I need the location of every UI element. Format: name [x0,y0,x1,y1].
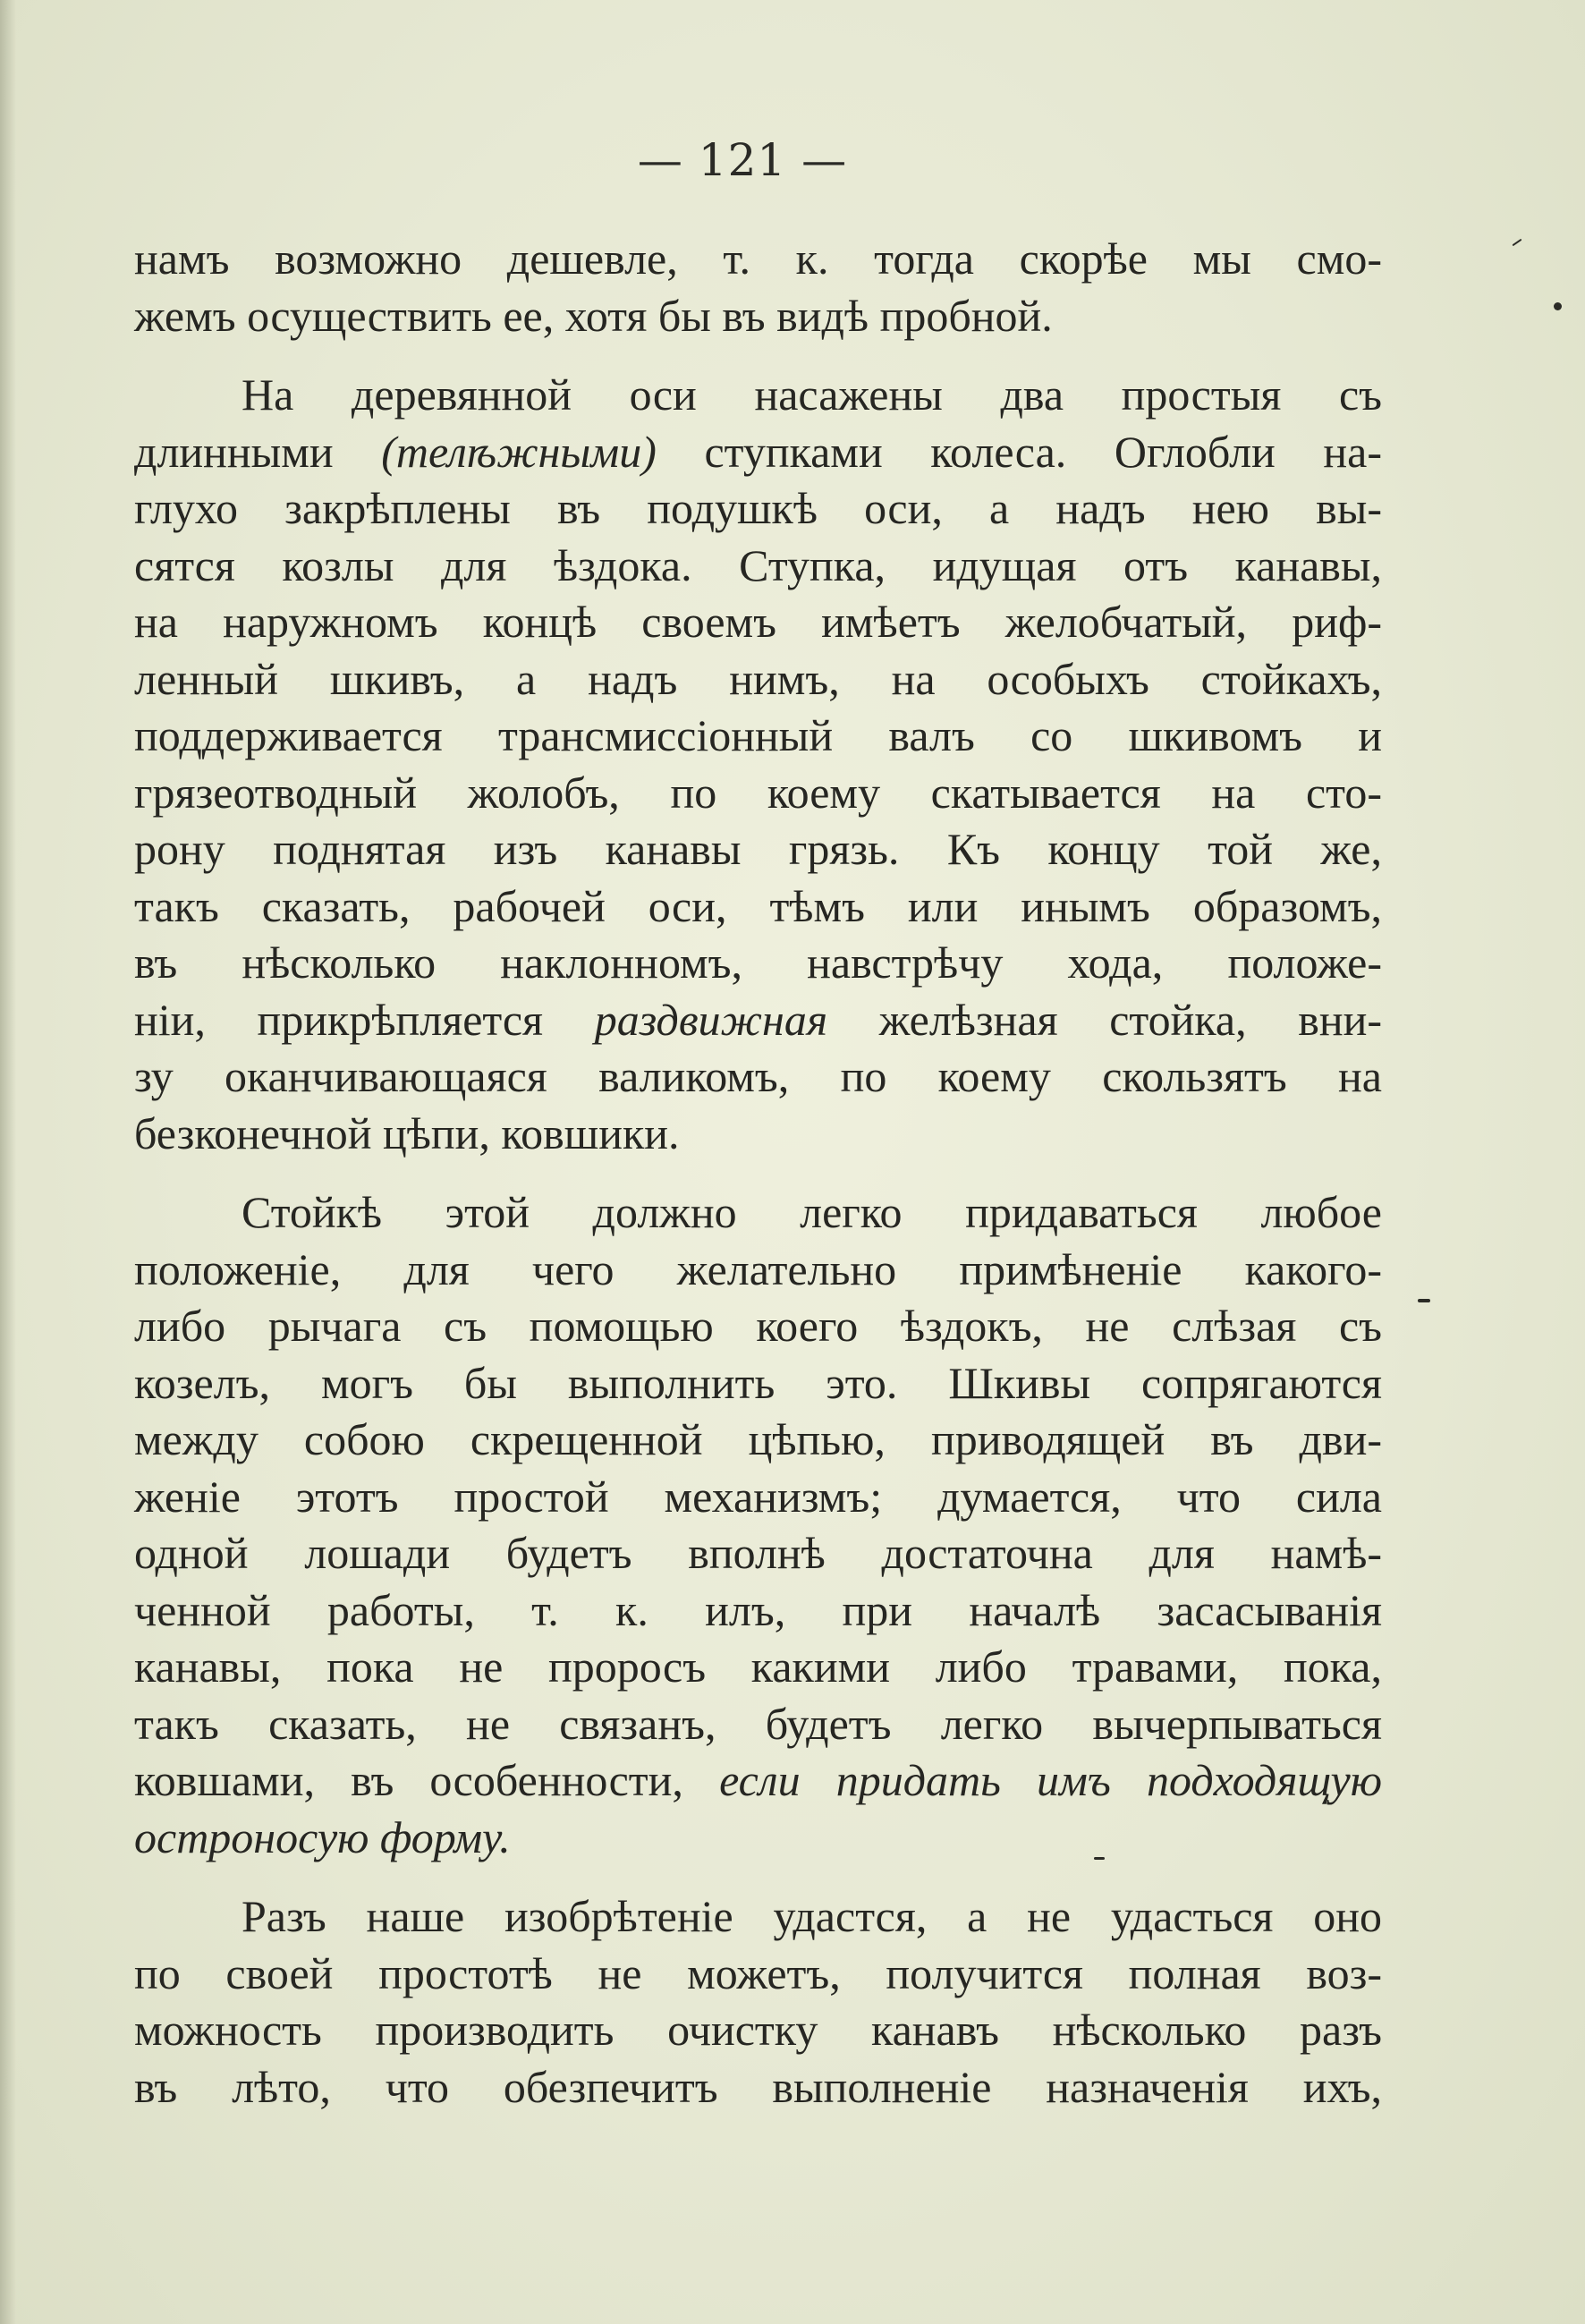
text-line-mixed [134,424,1382,481]
text-line: зу оканчивающаяся валикомъ, по коему скользятъ на [134,1051,1382,1101]
text-line-mixed [134,992,1382,1049]
text-line: намъ возможно дешевле, т. к. тогда скорѣе мы смо- [134,233,1382,284]
text-line: Разъ наше изобрѣтеніе удастся, а не удасться оно [242,1891,1382,1941]
text-line: сятся козлы для ѣздока. Ступка, идущая отъ канавы, [134,539,1382,590]
text-line: канавы, пока не проросъ какими либо травами, пока, [134,1641,1382,1692]
text-line: ленный шкивъ, а надъ нимъ, на особыхъ стойкахъ, [134,653,1382,704]
paragraph-1 [134,231,1382,344]
text-line: въ нѣсколько наклонномъ, навстрѣчу хода, положе- [134,937,1382,988]
text-run: длинными [134,426,334,477]
italic-phrase: остроносую форму. [134,1811,511,1862]
text-line: либо рычага съ помощью коего ѣздокъ, не слѣзая съ [134,1301,1382,1351]
text-line: по своей простотѣ не можетъ, получится полная воз- [134,1947,1382,1998]
text-line: между собою скрещенной цѣпью, приводящей въ дви- [134,1414,1382,1464]
text-line: положеніе, для чего желательно примѣненіе какого- [134,1243,1382,1294]
text-run: ніи, прикрѣпляется [134,994,544,1045]
text-line: Стойкѣ этой должно легко придаваться любое [242,1187,1382,1237]
text-line: жемъ осуществить ее, хотя бы въ видѣ пробной. [134,290,1053,341]
text-line: козелъ, могъ бы выполнить это. Шкивы сопрягаются [134,1357,1382,1408]
text-run: желѣзная стойка, вни- [878,994,1383,1045]
text-line: на наружномъ концѣ своемъ имѣетъ желобчатый, риф- [134,597,1382,647]
paragraph-2 [134,367,1382,1162]
text-line: въ лѣто, что обезпечитъ выполненіе назначенія ихъ, [134,2061,1382,2112]
paper-speck [1094,1857,1105,1860]
italic-phrase: если придать имъ подходящую [719,1755,1382,1805]
paragraph-4 [134,1888,1382,2116]
paper-speck [1554,302,1562,310]
text-line: глухо закрѣплены въ подушкѣ оси, а надъ нею вы- [134,483,1382,533]
text-line: На деревянной оси насажены два простыя съ [242,369,1382,420]
text-line: такъ сказать, не связанъ, будетъ легко вычерпываться [134,1698,1382,1749]
text-line: женіе этотъ простой механизмъ; думается, что сила [134,1471,1382,1522]
italic-term: раздвижная [594,994,828,1045]
text-line: безконечной цѣпи, ковшики. [134,1107,680,1158]
page-body [134,231,1382,2138]
text-line: можность производить очистку канавъ нѣсколько разъ [134,2005,1382,2055]
paragraph-3 [134,1184,1382,1866]
page-number: — 121 — [637,134,848,186]
text-line-mixed [134,1752,1382,1810]
text-line: поддерживается трансмиссіонный валъ со шкивомъ и [134,710,1382,760]
text-line: грязеотводный жолобъ, по коему скатывается на сто- [134,767,1382,818]
text-run: ковшами, въ особенности, [134,1755,683,1805]
text-line: одной лошади будетъ вполнѣ достаточна для намѣ- [134,1528,1382,1578]
text-line: ченной работы, т. к. илъ, при началѣ засасыванія [134,1584,1382,1635]
italic-term: (телѣжными) [381,426,657,477]
text-run: ступками колеса. Оглобли на- [704,426,1382,477]
text-line: рону поднятая изъ канавы грязь. Къ концу той же, [134,824,1382,874]
paper-speck [1418,1299,1430,1302]
text-line: такъ сказать, рабочей оси, тѣмъ или инымъ образомъ, [134,880,1382,931]
paper-speck [1513,239,1522,247]
